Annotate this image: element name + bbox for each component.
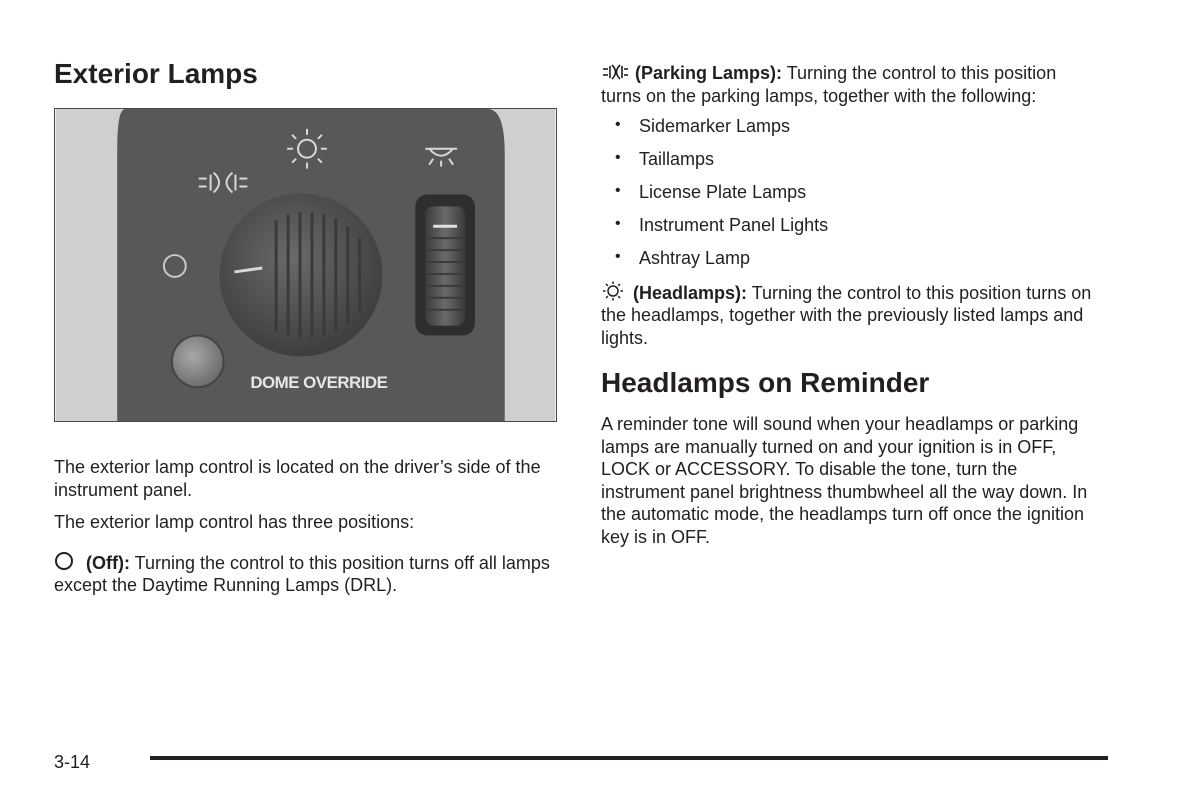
right-column [601, 62, 1101, 548]
reminder-paragraph: A reminder tone will sound when your headlamps or parking lamps are manually turned on and your ignition is in OFF, LOCK or ACCESSORY. To disable the tone, turn the instrument panel brightness thumbwheel all the way down. In the automatic mode, the headlamps turn off once the ignition key is in OFF. [601, 414, 1088, 547]
dome-override-label: DOME OVERRIDE [250, 373, 388, 393]
headlamps-label: (Headlamps): [633, 282, 748, 303]
list-item: • Taillamps [615, 149, 715, 169]
bullet-icon: • [615, 182, 621, 199]
list-item: • Instrument Panel Lights [615, 215, 829, 235]
footer-rule [150, 756, 1108, 760]
bullet-icon: • [615, 116, 621, 133]
section-heading-headlamps-reminder: Headlamps on Reminder [601, 367, 930, 398]
off-position-text: Turning the control to this position turns off all lamps except the Daytime Running Lamps (DRL). [54, 552, 550, 595]
list-item: • Sidemarker Lamps [615, 116, 791, 136]
exterior-lamp-control-photo [54, 108, 557, 422]
headlamps-paragraph [601, 281, 1101, 350]
off-position-icon [54, 551, 80, 571]
list-item: • Ashtray Lamp [615, 248, 751, 268]
positions-paragraph: The exterior lamp control has three positions: [54, 512, 415, 532]
bullet-icon: • [615, 149, 621, 166]
page-number: 3-14 [54, 752, 91, 772]
parking-lamps-label: (Parking Lamps): [635, 63, 783, 83]
list-item: • License Plate Lamps [615, 182, 807, 202]
location-paragraph: The exterior lamp control is located on the driver’s side of the instrument panel. [54, 457, 541, 500]
parking-lamps-list [601, 115, 1101, 270]
left-column [54, 56, 559, 597]
section-heading-exterior-lamps: Exterior Lamps [54, 58, 258, 89]
off-position-paragraph [54, 551, 559, 597]
parking-lamps-text: Turning the control to this position turns on the parking lamps, together with the following: [601, 63, 1057, 106]
bullet-icon: • [615, 215, 621, 232]
headlamps-icon [601, 281, 627, 301]
bullet-icon: • [615, 248, 621, 265]
parking-lamps-paragraph [601, 62, 1101, 107]
parking-lamps-icon [601, 63, 629, 81]
off-position-label: (Off): [86, 552, 130, 573]
headlamps-text: Turning the control to this position turns on the headlamps, together with the previously listed lamps and lights. [601, 282, 1092, 348]
